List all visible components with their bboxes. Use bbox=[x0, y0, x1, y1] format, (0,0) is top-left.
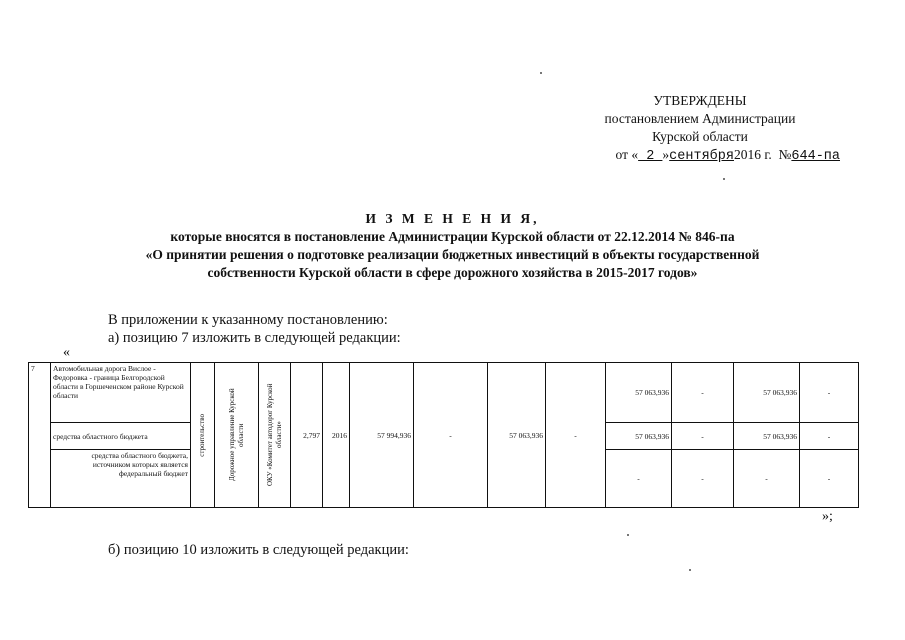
manager-name: Дорожное управление Курской области bbox=[227, 388, 245, 482]
row2-value-4: - bbox=[800, 423, 859, 450]
scan-speck bbox=[689, 569, 691, 571]
scan-speck bbox=[723, 178, 725, 180]
decree-number: 644-па bbox=[791, 149, 840, 164]
close-quote: »; bbox=[822, 509, 833, 524]
row2-value-3: 57 063,936 bbox=[734, 423, 800, 450]
intro-line-1: В приложении к указанному постановлению: bbox=[108, 312, 388, 328]
customer-name: ОКУ «Комитет автодорог Курской области» bbox=[265, 383, 283, 487]
row1-value-4: - bbox=[800, 363, 859, 423]
date-month: сентября bbox=[669, 149, 734, 164]
title-line-3: собственности Курской области в сфере дорожного хозяйства в 2015-2017 годов» bbox=[207, 265, 698, 280]
cost-other: - bbox=[546, 363, 606, 508]
date-prefix: от « bbox=[615, 147, 639, 162]
document-title bbox=[40, 210, 865, 282]
row3-value-2: - bbox=[672, 450, 734, 508]
construction-type-cell bbox=[191, 363, 215, 508]
approval-heading: УТВЕРЖДЕНЫ bbox=[653, 93, 747, 108]
position-7-table bbox=[28, 362, 859, 508]
total-cost: 57 994,936 bbox=[350, 363, 414, 508]
approval-date-line bbox=[560, 146, 840, 166]
object-name: Автомобильная дорога Вислое - Федоровка - граница Белгородской области в Горшеченском районе Курской области bbox=[51, 363, 191, 423]
approval-line-3: Курской области bbox=[652, 129, 748, 144]
row3-label: средства областного бюджета, источником которых является федеральный бюджет bbox=[51, 450, 191, 508]
commissioning-year: 2016 bbox=[323, 363, 350, 508]
row1-value-3: 57 063,936 bbox=[734, 363, 800, 423]
title-line-2: «О принятии решения о подготовке реализации бюджетных инвестиций в объекты государственной bbox=[145, 247, 760, 262]
title-heading: И З М Е Н Е Н И Я, bbox=[365, 211, 540, 226]
capacity: 2,797 bbox=[291, 363, 323, 508]
row2-value-1: 57 063,936 bbox=[606, 423, 672, 450]
intro-line-3: б) позицию 10 изложить в следующей редакции: bbox=[108, 542, 409, 558]
title-line-1: которые вносятся в постановление Администрации Курской области от 22.12.2014 № 846-па bbox=[170, 229, 735, 244]
cost-regional: 57 063,936 bbox=[488, 363, 546, 508]
intro-line-2: а) позицию 7 изложить в следующей редакции: bbox=[108, 330, 401, 346]
number-label: № bbox=[778, 147, 792, 162]
row-number: 7 bbox=[29, 363, 51, 508]
row3-value-1: - bbox=[606, 450, 672, 508]
scan-speck bbox=[627, 534, 629, 536]
date-day: 2 bbox=[638, 149, 663, 164]
row1-value-2: - bbox=[672, 363, 734, 423]
date-mid: » bbox=[662, 147, 670, 162]
manager-cell bbox=[215, 363, 259, 508]
construction-type: строительство bbox=[198, 413, 206, 457]
cost-federal: - bbox=[414, 363, 488, 508]
customer-cell bbox=[259, 363, 291, 508]
row2-label: средства областного бюджета bbox=[51, 423, 191, 450]
date-year: 2016 г. bbox=[733, 147, 772, 162]
table-row bbox=[29, 363, 859, 423]
row3-value-4: - bbox=[800, 450, 859, 508]
scan-speck bbox=[540, 72, 542, 74]
row1-value-1: 57 063,936 bbox=[606, 363, 672, 423]
approval-line-2: постановлением Администрации bbox=[604, 111, 796, 126]
open-quote: « bbox=[63, 345, 70, 360]
approval-block bbox=[560, 92, 840, 166]
row3-value-3: - bbox=[734, 450, 800, 508]
row2-value-2: - bbox=[672, 423, 734, 450]
